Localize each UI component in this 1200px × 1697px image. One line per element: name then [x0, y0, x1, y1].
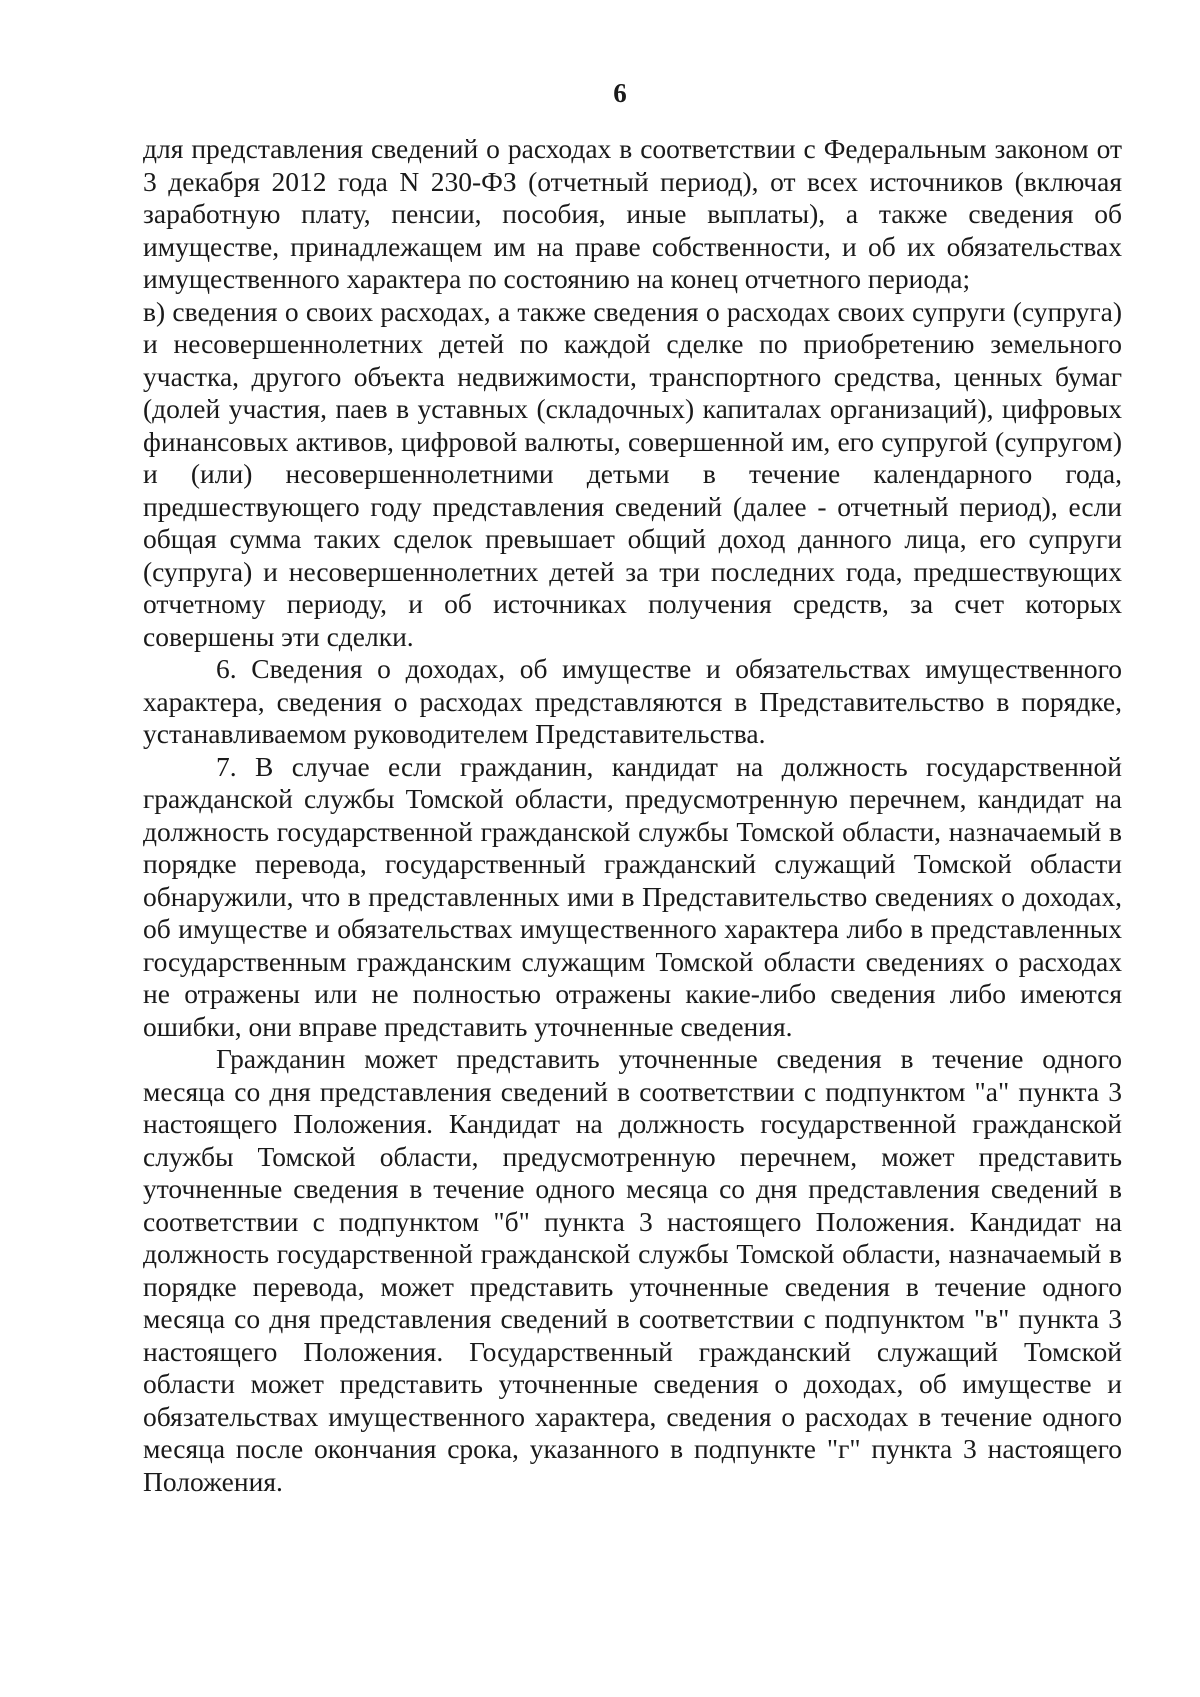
document-body	[143, 133, 1122, 1498]
paragraph-subitem-v: в) сведения о своих расходах, а также сведения о расходах своих супруги (супруга) и несовершеннолетних детей по каждой сделке по приобретению земельного участка, другого объекта недвижимости, транспортного средства, ценных бумаг (долей участия, паев в уставных (складочных) капиталах организаций), цифровых финансовых активов, цифровой валюты, совершенной им, его супругой (супругом) и (или) несовершеннолетними детьми в течение календарного года, предшествующего году представления сведений (далее - отчетный период), если общая сумма таких сделок превышает общий доход данного лица, его супруги (супруга) и несовершеннолетних детей за три последних года, предшествующих отчетному периоду, и об источниках получения средств, за счет которых совершены эти сделки.	[143, 295, 1122, 652]
paragraph-continuation: для представления сведений о расходах в соответствии с Федеральным законом от 3 декабря 2012 года N 230-ФЗ (отчетный период), от всех источников (включая заработную плату, пенсии, пособия, иные выплаты), а также сведения об имуществе, принадлежащем им на праве собственности, и об их обязательствах имущественного характера по состоянию на конец отчетного периода;	[143, 133, 1122, 294]
paragraph-item-6: 6. Сведения о доходах, об имуществе и обязательствах имущественного характера, сведения о расходах представляются в Представительство в порядке, устанавливаемом руководителем Представительства.	[143, 653, 1122, 749]
page-number: 6	[613, 78, 627, 108]
paragraph-item-7-continued: Гражданин может представить уточненные сведения в течение одного месяца со дня представления сведений в соответствии с подпунктом "а" пункта 3 настоящего Положения. Кандидат на должность государственной гражданской службы Томской области, предусмотренную перечнем, может представить уточненные сведения в течение одного месяца со дня представления сведений в соответствии с подпунктом "б" пункта 3 настоящего Положения. Кандидат на должность государственной гражданской службы Томской области, назначаемый в порядке перевода, может представить уточненные сведения в течение одного месяца со дня представления сведений в соответствии с подпунктом "в" пункта 3 настоящего Положения. Государственный гражданский служащий Томской области может представить уточненные сведения о доходах, об имуществе и обязательствах имущественного характера, сведения о расходах в течение одного месяца после окончания срока, указанного в подпункте "г" пункта 3 настоящего Положения.	[143, 1043, 1122, 1497]
paragraph-item-7: 7. В случае если гражданин, кандидат на должность государственной гражданской службы Томской области, предусмотренную перечнем, кандидат на должность государственной гражданской службы Томской области, назначаемый в порядке перевода, государственный гражданский служащий Томской области обнаружили, что в представленных ими в Представительство сведениях о доходах, об имуществе и обязательствах имущественного характера либо в представленных государственным гражданским служащим Томской области сведениях о расходах не отражены или не полностью отражены какие-либо сведения либо имеются ошибки, они вправе представить уточненные сведения.	[143, 750, 1122, 1042]
